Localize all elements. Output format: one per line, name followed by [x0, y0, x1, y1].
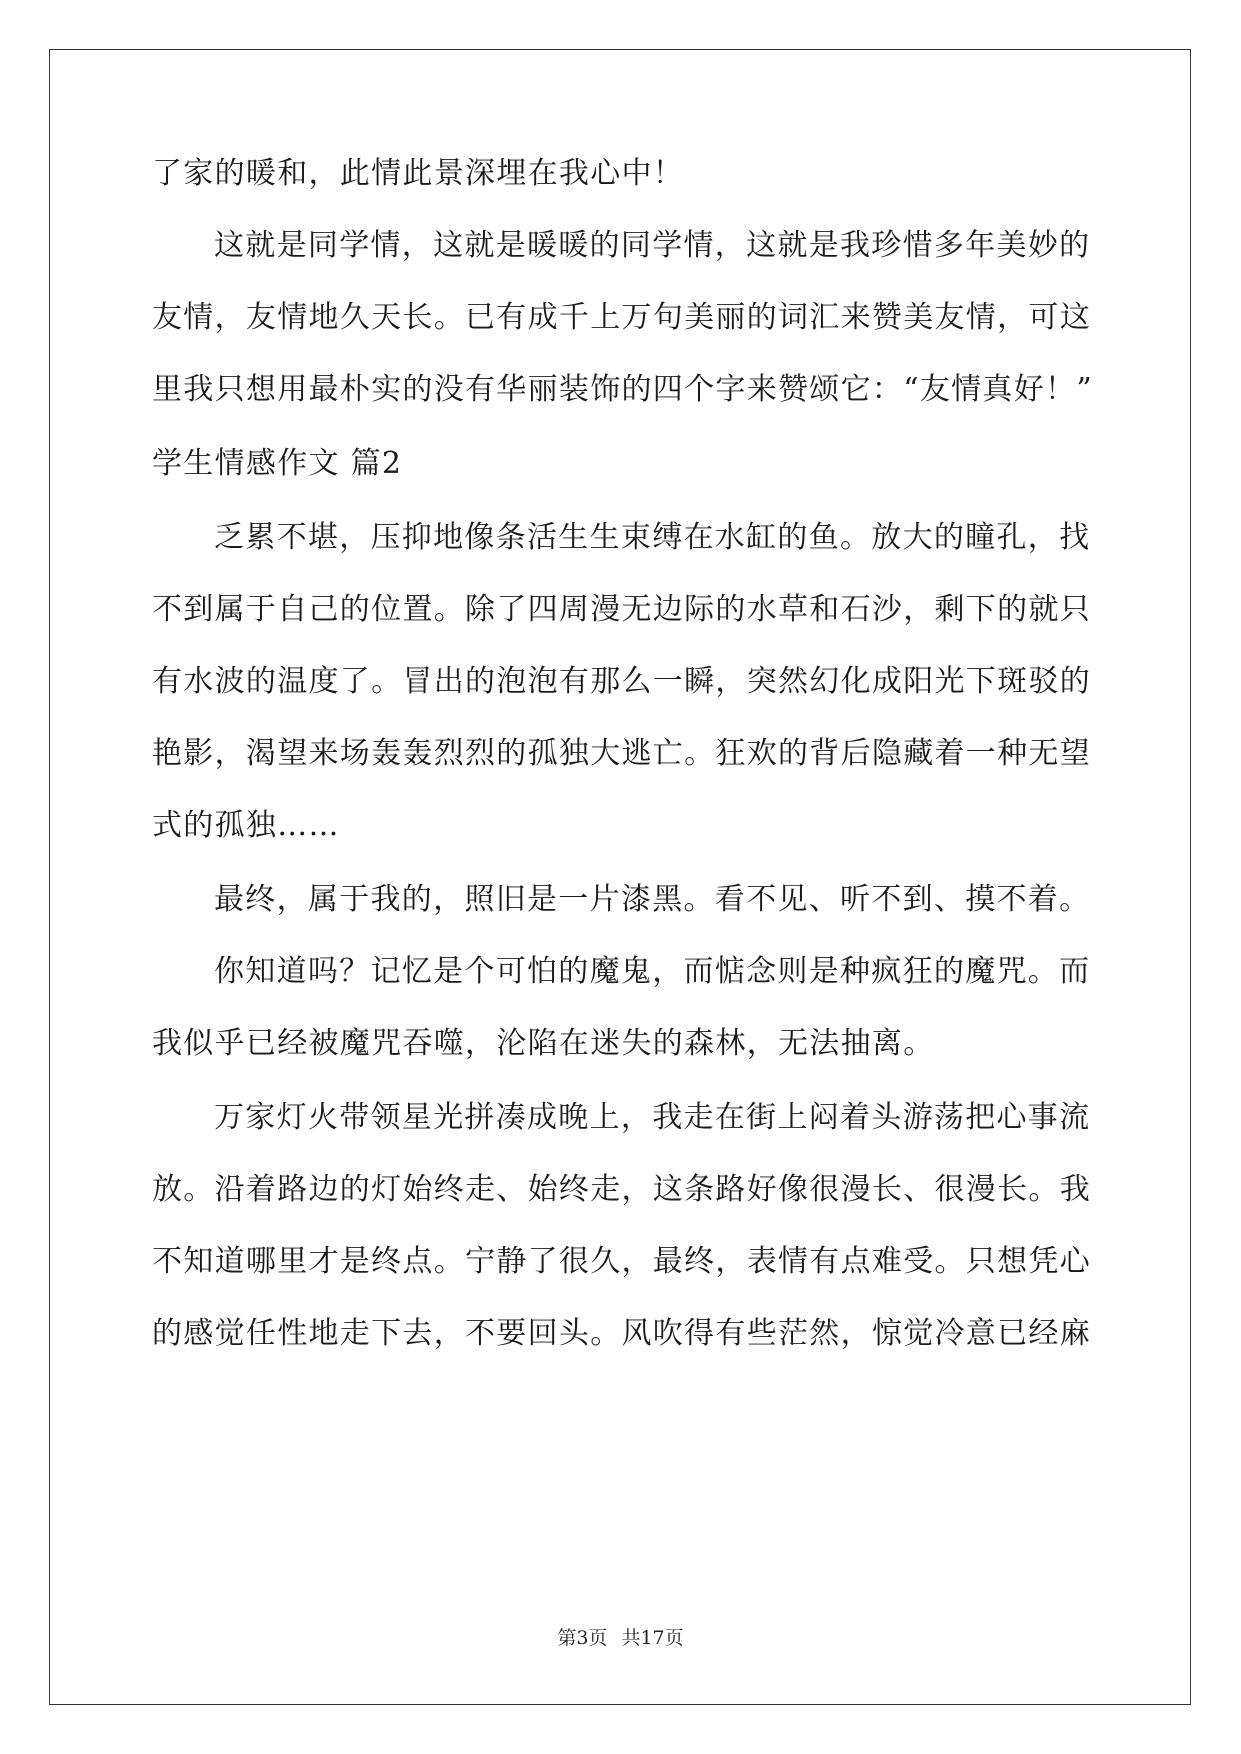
text-line: 式的孤独……	[152, 808, 340, 843]
text-line: 最终，属于我的，照旧是一片漆黑。看不见、听不到、摸不着。	[214, 882, 1091, 917]
text-line: 的感觉任性地走下去，不要回头。风吹得有些茫然，惊觉冷意已经麻	[152, 1316, 1091, 1351]
text-line: 万家灯火带领星光拼凑成晚上，我走在街上闷着头游荡把心事流	[214, 1100, 1091, 1135]
page-number: 第3页	[557, 1627, 608, 1649]
text-line: 这就是同学情，这就是暖暖的同学情，这就是我珍惜多年美妙的	[214, 228, 1091, 263]
page-footer	[0, 1626, 1241, 1650]
text-line: 了家的暖和，此情此景深埋在我心中！	[152, 156, 685, 191]
text-line: 我似乎已经被魔咒吞噬，沦陷在迷失的森林，无法抽离。	[152, 1026, 935, 1061]
text-line: 放。沿着路边的灯始终走、始终走，这条路好像很漫长、很漫长。我	[152, 1172, 1091, 1207]
text-line: 不知道哪里才是终点。宁静了很久，最终，表情有点难受。只想凭心	[152, 1244, 1091, 1279]
text-line: 艳影，渴望来场轰轰烈烈的孤独大逃亡。狂欢的背后隐藏着一种无望	[152, 736, 1091, 771]
section-heading: 学生情感作文 篇2	[152, 446, 403, 481]
text-line: 不到属于自己的位置。除了四周漫无边际的水草和石沙，剩下的就只	[152, 592, 1091, 627]
text-line: 里我只想用最朴实的没有华丽装饰的四个字来赞颂它：“友情真好！”	[152, 372, 1093, 407]
text-line: 有水波的温度了。冒出的泡泡有那么一瞬，突然幻化成阳光下斑驳的	[152, 664, 1091, 699]
text-line: 友情，友情地久天长。已有成千上万句美丽的词汇来赞美友情，可这	[152, 300, 1091, 335]
text-line: 你知道吗？记忆是个可怕的魔鬼，而惦念则是种疯狂的魔咒。而	[214, 954, 1091, 989]
text-line: 乏累不堪，压抑地像条活生生束缚在水缸的鱼。放大的瞳孔，找	[214, 520, 1091, 555]
page-total: 共17页	[621, 1627, 684, 1649]
